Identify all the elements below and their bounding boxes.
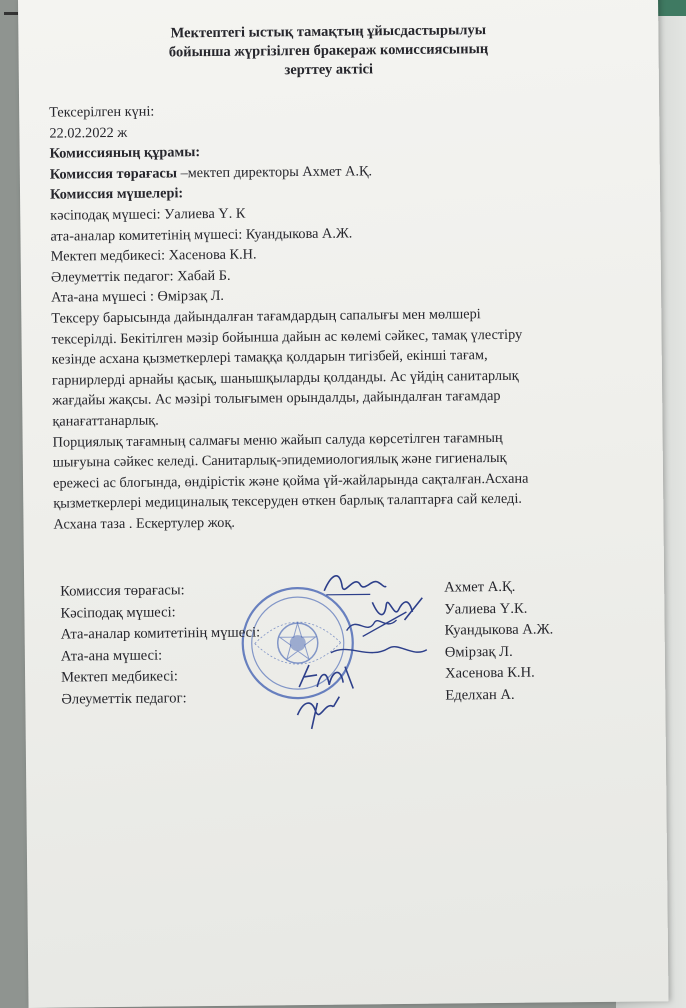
signature-row (61, 683, 621, 710)
paragraph-line: гарнирлерді арнайы қасық, шанышқыларды қолданды. Ас үйдің санитарлық (51, 367, 519, 389)
signature-role: Мектеп медбикесі: (61, 668, 178, 686)
title-line: бойынша жүргізілген бракераж комиссиясының (168, 41, 489, 61)
paragraph-line: тексерілді. Бекітілген мәзір бойынша дайын ас көлемі сәйкес, тамақ үлестіру (51, 326, 523, 348)
signature-name: Өмірзақ Л. (444, 643, 513, 661)
signature-name: Уалиева Ү.К. (444, 600, 528, 618)
member-line: ата-аналар комитетінің мүшесі: Куандыкова А.Ж. (50, 225, 353, 245)
corner-mark (4, 12, 18, 15)
paragraph-line: Тексеру барысында дайындалған тағамдардың сапалығы мен мөлшері (51, 306, 481, 327)
date-value: 22.02.2022 ж (49, 124, 128, 142)
paragraph-line: Асхана таза . Ескертулер жоқ. (53, 514, 236, 533)
members-heading: Комиссия мүшелері: (49, 185, 184, 204)
signature-role: Әлеуметтік педагог: (61, 689, 187, 708)
paragraph-line: қанағаттанарлық. (52, 412, 159, 430)
title-line: Мектептегі ыстық тамақтың ұйысдастырылуы (170, 22, 487, 42)
member-line: Ата-ана мүшесі : Өмірзақ Л. (51, 288, 225, 307)
document-title (118, 21, 539, 82)
signature-role: Кәсіподақ мүшесі: (60, 603, 176, 622)
document-body (49, 96, 653, 535)
member-line: Әлеуметтік педагог: Хабай Б. (50, 267, 231, 286)
paragraph-line: кезінде асхана қызметкерлері тамаққа қолдарын тигізбей, екінші тағам, (51, 347, 488, 368)
chair-value: –мектеп директоры Ахмет А.Қ. (176, 163, 373, 182)
signature-name: Хасенова К.Н. (444, 664, 535, 682)
signature-name: Куандыкова А.Ж. (444, 621, 554, 639)
signature-role: Ата-ана мүшесі: (60, 647, 163, 665)
composition-heading: Комиссияның құрамы: (49, 144, 201, 162)
signature-role: Комиссия төрағасы: (60, 582, 185, 600)
paragraph-line: Порциялық тағамның салмағы меню жайып салуда көрсетілген тағамның (52, 429, 503, 451)
member-line: кәсіподақ мүшесі: Уалиева Ү. К (50, 205, 246, 224)
signature-role: Ата-аналар комитетінің мүшесі: (60, 624, 261, 643)
title-line: зерттеу актісі (284, 61, 374, 79)
signature-name: Еделхан А. (445, 686, 515, 704)
signature-name: Ахмет А.Қ. (444, 578, 516, 596)
member-line: Мектеп медбикесі: Хасенова К.Н. (50, 246, 257, 265)
chair-label: Комиссия төрағасы (49, 165, 178, 183)
paragraph-line: шығуына сәйкес келеді. Санитарлық-эпидемиологиялық және гигиеналық (52, 450, 507, 471)
paragraph-line: жағдайы жақсы. Ас мәзірі толығымен орындалды, дайындалған тағамдар (52, 388, 501, 409)
signature-block (60, 576, 621, 711)
document-sheet (18, 0, 669, 1008)
paragraph-line: ережесі ас блогында, өндірістік және қойма үй-жайларында сақталған.Асхана (52, 470, 529, 492)
date-label: Тексерілген күні: (49, 103, 155, 121)
paragraph-line: қызметкерлері медициналық тексеруден өткен барлық талаптарға сай келеді. (53, 491, 523, 512)
